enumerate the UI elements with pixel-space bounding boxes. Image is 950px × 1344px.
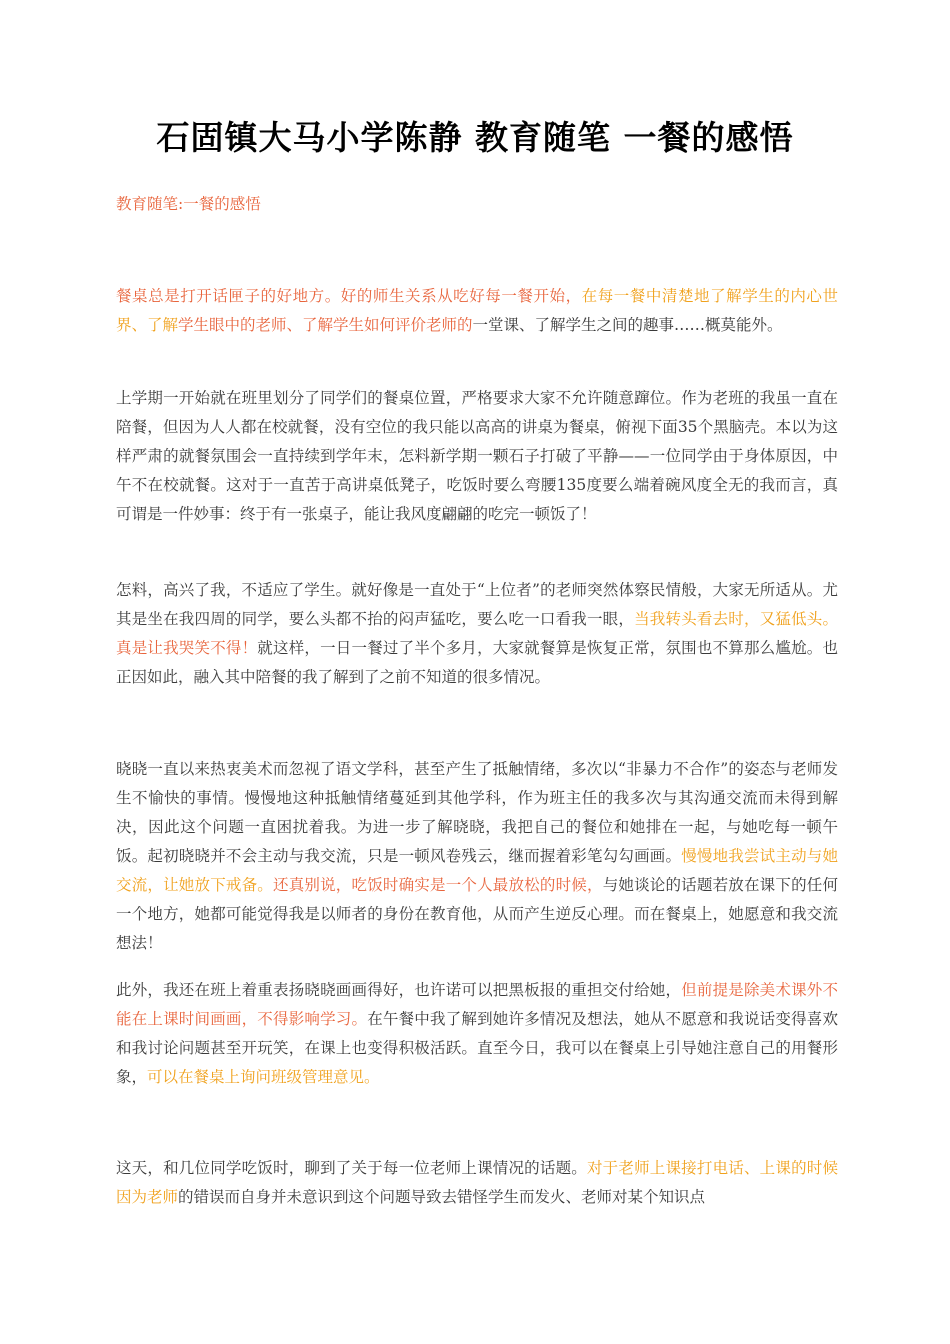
page-title: 石固镇大马小学陈静 教育随笔 一餐的感悟	[156, 118, 794, 157]
text-segment: 的错误而自身并未意识到这个问题导致去错怪学生而发火、老师对某个知识点	[178, 1188, 706, 1206]
text-segment: 可以在餐桌上询问班级管理意见。	[147, 1068, 380, 1086]
text-segment: 对于老师上课接打电话、上课的时候因为老师	[116, 1159, 838, 1206]
text-segment: 慢慢地我尝试主动与她交流，让她放下戒备。	[116, 847, 838, 894]
paragraph	[116, 576, 838, 692]
paragraph	[116, 384, 838, 529]
text-segment: 晓晓一直以来热衷美术而忽视了语文学科，甚至产生了抵触情绪，多次以“非暴力不合作”的姿态与老师发生不愉快的事情。慢慢地这种抵触情绪蔓延到其他学科，作为班主任的我多次与其沟通交流而未得到解决，因此这个问题一直困扰着我。为进一步了解晓晓，我把自己的餐位和她排在一起，与她吃每一顿午饭。起初晓晓并不会主动与我交流，只是一顿风卷残云，继而握着彩笔勾勾画画。	[116, 760, 838, 865]
text-segment: 一堂课、了解学生之间的趣事……概莫能外。	[472, 316, 783, 334]
paragraph	[116, 1154, 838, 1212]
text-segment: 就这样，一日一餐过了半个多月，大家就餐算是恢复正常，氛围也不算那么尴尬。也正因如此，融入其中陪餐的我了解到了之前不知道的很多情况。	[116, 639, 838, 686]
text-segment: 怎料，高兴了我，不适应了学生。就好像是一直处于“上位者”的老师突然体察民情般，大家无所适从。尤其是坐在我四周的同学，要么头都不抬的闷声猛吃，要么吃一口看我一眼，	[116, 581, 838, 628]
paragraph	[116, 976, 838, 1092]
text-segment: 此外，我还在班上着重表扬晓晓画画得好，也许诺可以把黑板报的重担交付给她，	[116, 981, 682, 999]
text-segment: 在每一餐中清楚地了解学生的内心世界、了解	[116, 287, 838, 334]
text-segment: 还真别说，吃饭时确实是一个人最放松的时候，	[273, 876, 603, 894]
text-segment: 但前提是除美术课外不能在上课时间画画，不得影响学习。	[116, 981, 838, 1028]
text-segment: 餐桌总是打开话匣子的好地方。好的师生关系从吃好每一餐开始，	[116, 287, 582, 305]
subtitle: 教育随笔:一餐的感悟	[116, 195, 261, 213]
text-segment: 这天，和几位同学吃饭时，聊到了关于每一位老师上课情况的话题。	[116, 1159, 587, 1177]
text-segment: 真是让我哭笑不得！	[116, 639, 258, 657]
text-segment: 学生眼中的老师、了解学生如何评价老师的	[178, 316, 473, 334]
paragraph	[116, 755, 838, 958]
text-segment: 当我转头看去时，又猛低头。	[634, 610, 838, 628]
text-segment: 与她谈论的话题若放在课下的任何一个地方，她都可能觉得我是以师者的身份在教育他，从而产生逆反心理。而在餐桌上，她愿意和我交流想法！	[116, 876, 838, 952]
text-segment: 在午餐中我了解到她许多情况及想法，她从不愿意和我说话变得喜欢和我讨论问题甚至开玩笑，在课上也变得积极活跃。直至今日，我可以在餐桌上引导她注意自己的用餐形象，	[116, 1010, 838, 1086]
text-segment: 上学期一开始就在班里划分了同学们的餐桌位置，严格要求大家不允许随意蹿位。作为老班的我虽一直在陪餐，但因为人人都在校就餐，没有空位的我只能以高高的讲桌为餐桌，俯视下面35个黑脑壳。本以为这样严肃的就餐氛围会一直持续到学年末，怎料新学期一颗石子打破了平静——一位同学由于身体原因，中午不在校就餐。这对于一直苦于高讲桌低凳子，吃饭时要么弯腰135度要么端着碗风度全无的我而言，真可谓是一件妙事：终于有一张桌子，能让我风度翩翩的吃完一顿饭了！	[116, 389, 838, 523]
paragraph	[116, 282, 838, 340]
